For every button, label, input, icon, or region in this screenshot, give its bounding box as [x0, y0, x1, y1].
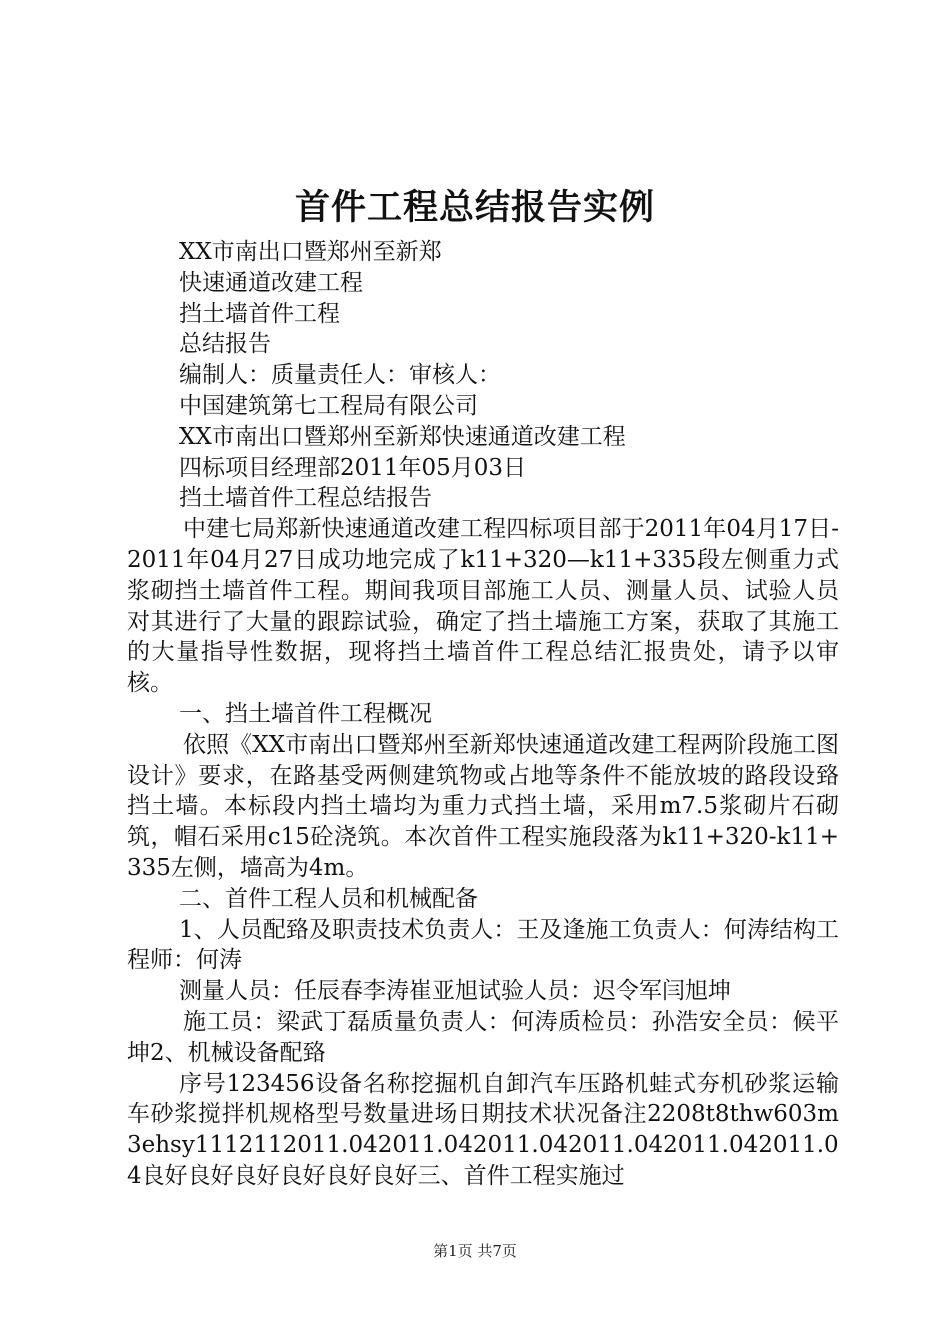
paragraph: 中建七局郑新快速通道改建工程四标项目部于2011年04月17日-2011年04月27日成功地完成了k11+320—k11+335段左侧重力式浆砌挡土墙首件工程。期间我项目部施工人员、测量人员、试验人员对其进行了大量的跟踪试验，确定了挡土墙施工方案，获取了其施工的大量指导性数据，现将挡土墙首件工程总结汇报贵处，请予以审核。 — [127, 516, 839, 697]
paragraph: XX市南出口暨郑州至新郑 — [179, 239, 442, 265]
section-heading: 二、首件工程人员和机械配备 — [179, 885, 478, 912]
paragraph: 测量人员：任辰春李涛崔亚旭试验人员：迟令军闫旭坤 — [179, 978, 731, 1005]
paragraph: 施工员：梁武丁磊质量负责人：何涛质检员：孙浩安全员：候平坤2、机械设备配臵 — [127, 1008, 839, 1066]
paragraph: 挡土墙首件工程总结报告 — [179, 485, 432, 512]
document-body — [127, 237, 839, 1192]
paragraph: 编制人：质量责任人：审核人： — [179, 362, 501, 389]
paragraph: 四标项目经理部2011年05月03日 — [179, 454, 527, 481]
paragraph: 中国建筑第七工程局有限公司 — [179, 392, 478, 419]
section-heading: 一、挡土墙首件工程概况 — [179, 700, 432, 727]
paragraph: XX市南出口暨郑州至新郑快速通道改建工程 — [179, 423, 626, 450]
paragraph: 1、人员配臵及职责技术负责人：王及逢施工负责人：何涛结构工程师：何涛 — [127, 916, 839, 974]
document-title: 首件工程总结报告实例 — [294, 188, 655, 228]
paragraph: 依照《XX市南出口暨郑州至新郑快速通道改建工程两阶段施工图设计》要求，在路基受两侧建筑物或占地等条件不能放坡的路段设臵挡土墙。本标段内挡土墙均为重力式挡土墙，采用m7.5浆砌片石砌筑，帽石采用c15砼浇筑。本次首件工程实施段落为k11+320-k11+335左侧，墙高为4m。 — [127, 731, 839, 881]
paragraph: 挡土墙首件工程 — [179, 300, 340, 327]
paragraph: 总结报告 — [179, 331, 271, 358]
page-footer: 第1页 共7页 — [433, 1242, 517, 1260]
paragraph: 快速通道改建工程 — [179, 269, 363, 296]
paragraph: 序号123456设备名称挖掘机自卸汽车压路机蛙式夯机砂浆运输车砂浆搅拌机规格型号数量进场日期技术状况备注2208t8thw603m3ehsy1112112011.042011.042011.042011.042011.042011.04良好良好良好良好良好良好三、首件工程实施过 — [127, 1070, 839, 1189]
